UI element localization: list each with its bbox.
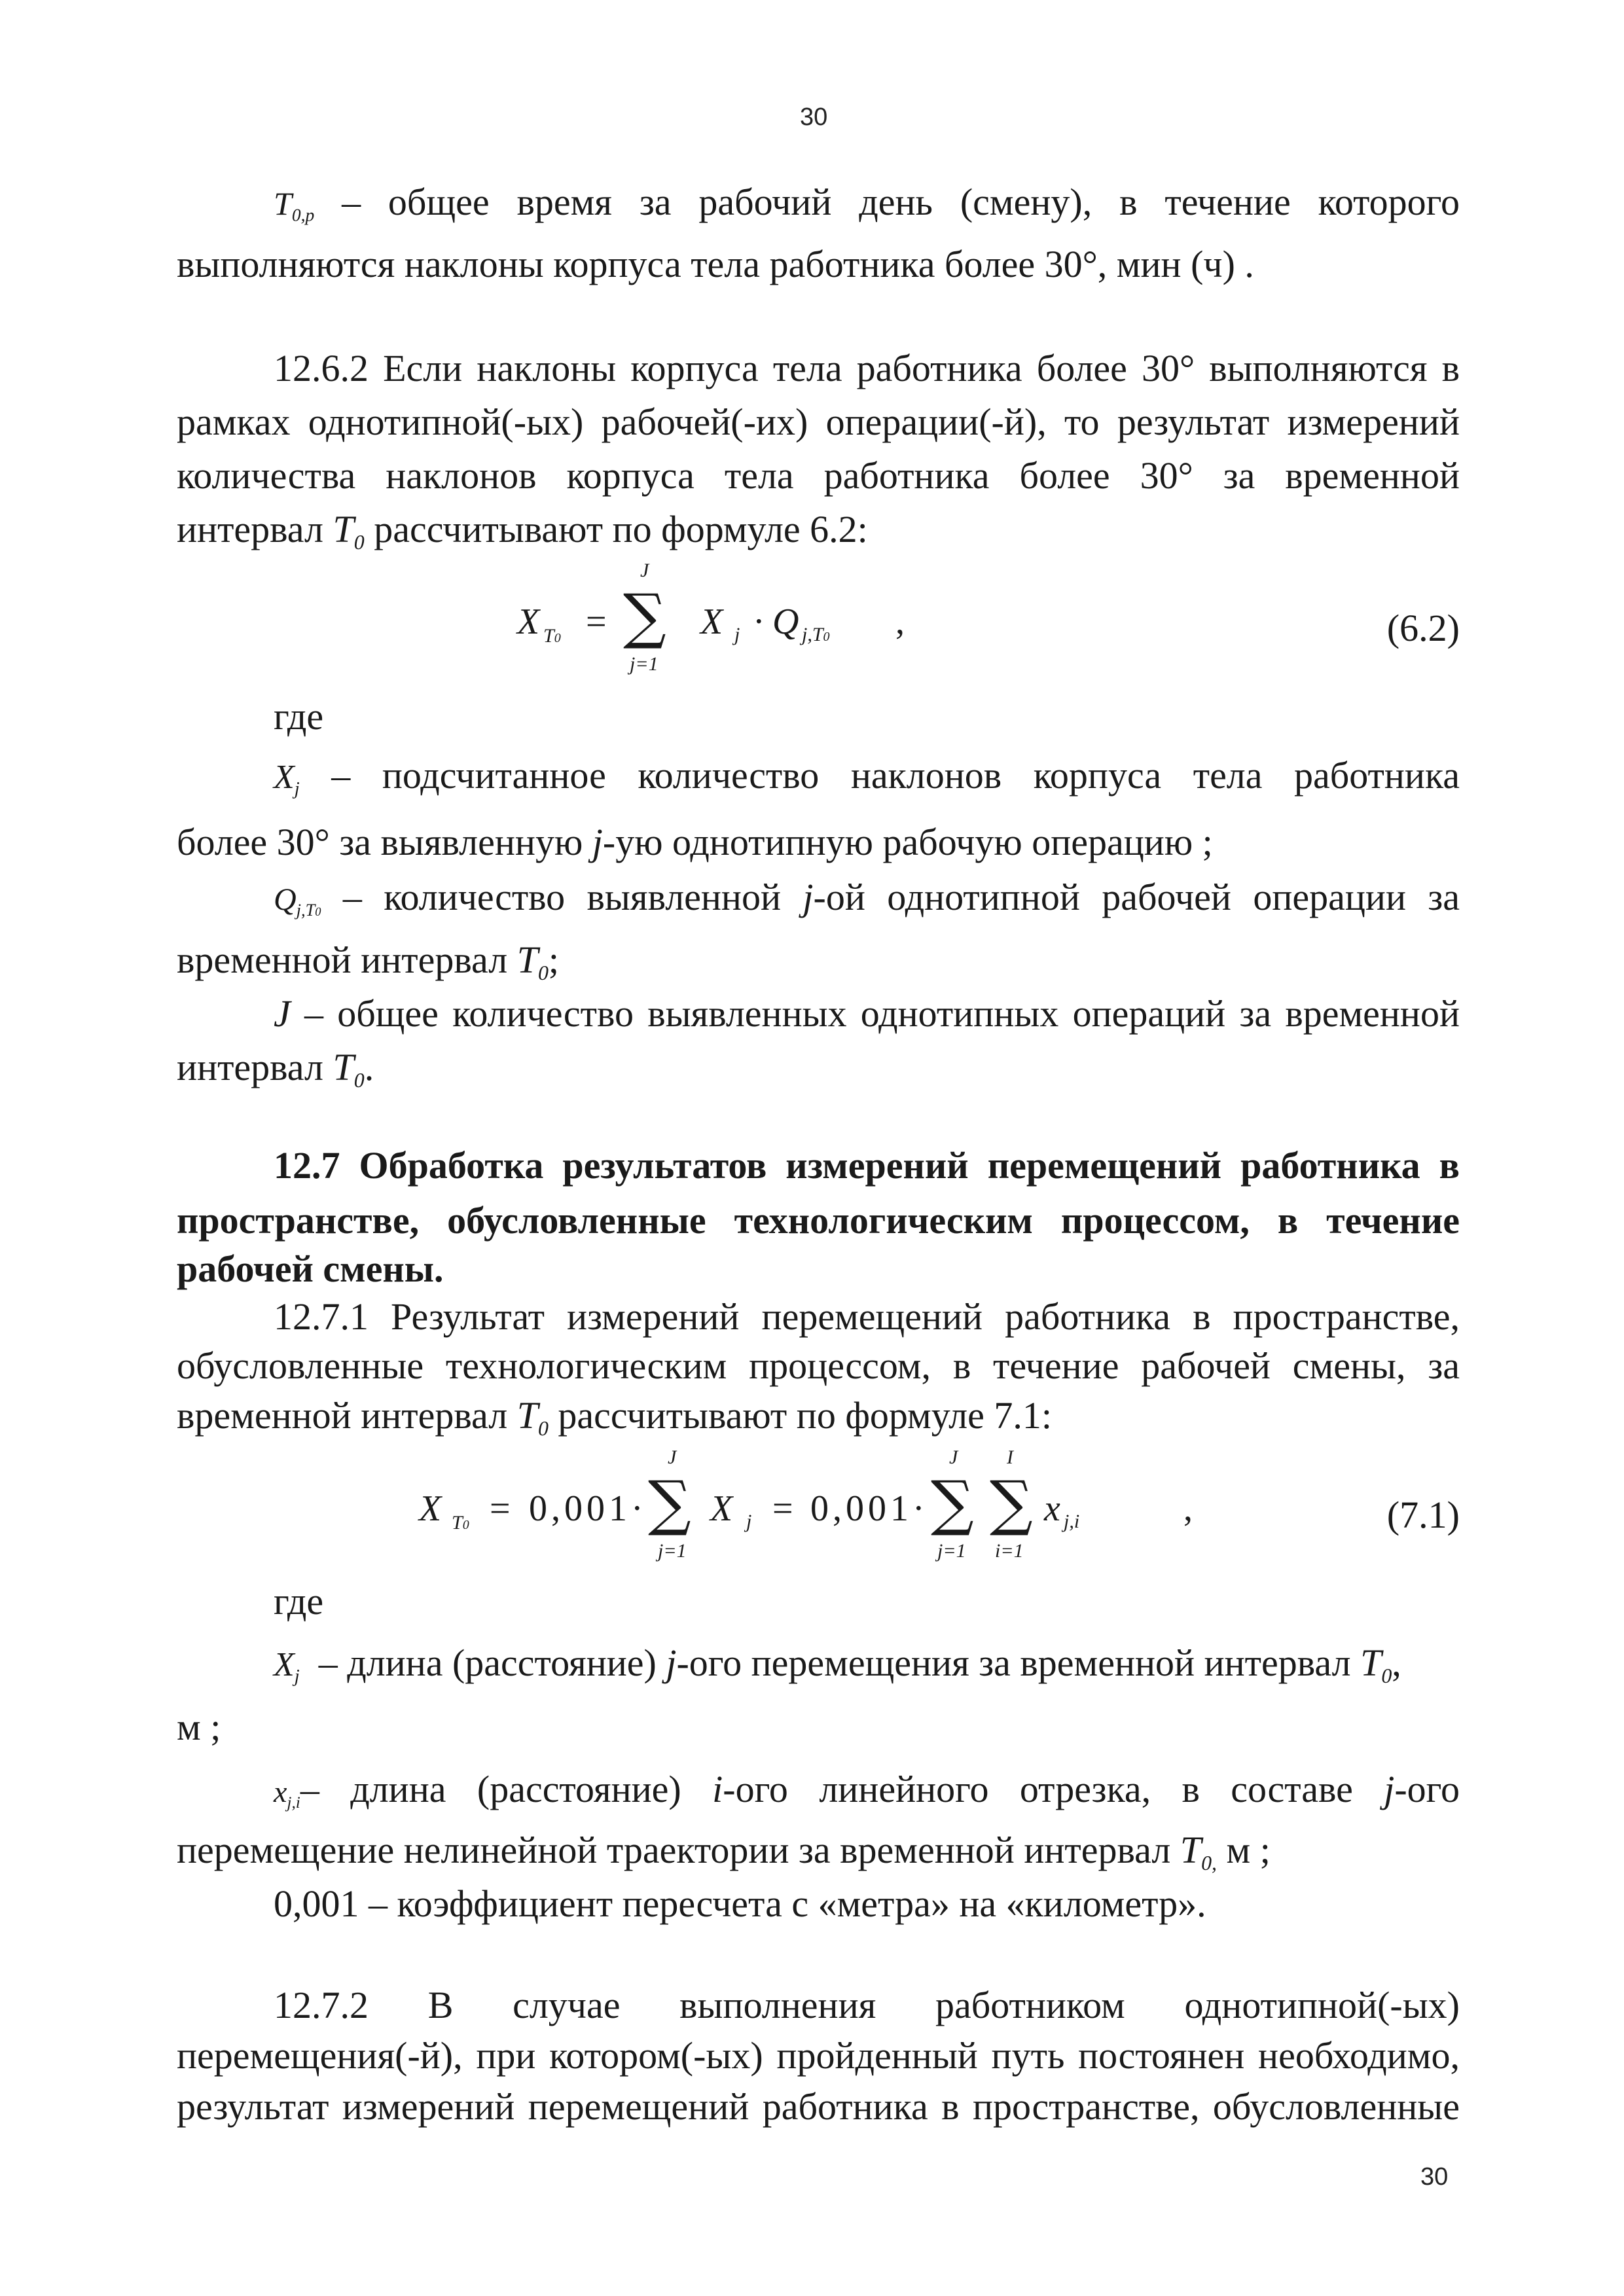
q-symbol: $Q_{j,T0}$ (274, 882, 321, 920)
f71-lhs: X (419, 1488, 442, 1529)
formula-7-1-number: (7.1) (1386, 1494, 1460, 1536)
page-number-bottom: 30 (1420, 2163, 1449, 2191)
f62-sum-top: J (640, 560, 649, 581)
formula-6-2-number: (6.2) (1386, 607, 1460, 649)
sec-1272-line-2: перемещения(-й), при котором(-ых) пройденный путь постоянен необходимо, (177, 2034, 1460, 2077)
sec-1262-line-3: количества наклонов корпуса тела работника более 30° за временной (177, 454, 1460, 497)
sec-1272-line-1: 12.7.2 В случае выполнения работником однотипной(-ых) (274, 1984, 1460, 2026)
f71-coef-1: 0,001· (529, 1488, 647, 1529)
j-definition-line-2: интервал $T_0$. (177, 1046, 374, 1092)
xj2-definition-line-2: м ; (177, 1706, 221, 1748)
sum-symbol: ∑ (931, 1468, 974, 1538)
xj2-symbol: $X_j$ (274, 1646, 300, 1687)
f71-term2: x (1044, 1488, 1060, 1529)
xj-definition-line-2: более 30° за выявленную j-ую однотипную рабочую операцию ; (177, 821, 1213, 863)
xj-symbol: $X_j$ (274, 759, 300, 799)
j-symbol: J (274, 992, 291, 1035)
formula-6-2: X T0 = J ∑ j=1 X j · Q j,T0 , (6.2) (517, 560, 1460, 675)
sum-symbol: ∑ (623, 581, 666, 651)
f62-term1: X (700, 601, 723, 642)
xj2-definition-line-1: $X_j$ – длина (расстояние) j-ого перемещения за временной интервал $T_0$, (274, 1641, 1401, 1688)
t0p-symbol: $T_{0,р}$ (274, 185, 315, 225)
section-heading-12-7-line-1: 12.7 Обработка результатов измерений перемещений работника в (274, 1144, 1460, 1187)
t0p-definition-line-1: $T_{0,р}$ – общее время за рабочий день (смену), в течение которого (274, 181, 1460, 225)
where-label-1: где (274, 695, 324, 738)
sec-1271-line-2: обусловленные технологическим процессом, в течение рабочей смены, за (177, 1344, 1460, 1387)
f62-eq: = (586, 601, 607, 642)
f62-term2: Q (772, 601, 799, 642)
coefficient-definition: 0,001 – коэффициент пересчета с «метра» на «километр». (274, 1882, 1206, 1925)
sec-1262-line-4: интервал $T_0$ рассчитывают по формуле 6.2: (177, 508, 868, 554)
f62-lhs: X (517, 601, 540, 642)
sec-1271-line-3: временной интервал $T_0$ рассчитывают по формуле 7.1: (177, 1394, 1052, 1441)
f62-sum-bottom: j=1 (630, 653, 659, 675)
sum-symbol: ∑ (648, 1468, 691, 1538)
q-definition-line-2: временной интервал $T_0$; (177, 939, 560, 985)
sec-1272-line-3: результат измерений перемещений работника в пространстве, обусловленные (177, 2085, 1460, 2128)
sec-1271-line-1: 12.7.1 Результат измерений перемещений работника в пространстве, (274, 1295, 1460, 1338)
f71-term1: X (710, 1488, 733, 1529)
xj-definition-line-1: $X_j$ – подсчитанное количество наклонов корпуса тела работника (274, 754, 1460, 799)
q-definition-line-1: $Q_{j,T0}$ – количество выявленной j-ой однотипной рабочей операции за (274, 876, 1460, 920)
section-heading-12-7-line-2: пространстве, обусловленные технологическим процессом, в течение (177, 1199, 1460, 1242)
sec-1262-line-2: рамках однотипной(-ых) рабочей(-их) операции(-й), то результат измерений (177, 401, 1460, 443)
section-heading-12-7-line-3: рабочей смены. (177, 1247, 444, 1290)
t0p-definition-line-2: выполняются наклоны корпуса тела работника более 30°, мин (ч) . (177, 243, 1254, 285)
f71-coef-2: 0,001· (810, 1488, 929, 1529)
j-definition-line-1: J – общее количество выявленных однотипных операций за временной (274, 992, 1460, 1035)
where-label-2: где (274, 1580, 324, 1623)
sec-1262-line-1: 12.6.2 Если наклоны корпуса тела работника более 30° выполняются в (274, 347, 1460, 389)
xji-definition-line-2: перемещение нелинейной траектории за временной интервал $T_{0,}$ м ; (177, 1829, 1271, 1875)
page-number-top: 30 (800, 103, 828, 131)
xji-symbol: $x_{j,i}$ (274, 1775, 300, 1812)
xji-definition-line-1: $x_{j,i}-$ длина (расстояние) i-ого линейного отрезка, в составе j-ого (274, 1768, 1460, 1812)
formula-7-1: X T0 = 0,001· J ∑ j=1 X j = 0,001· J ∑ j=1 I ∑ i=1 x j,i , (7.1) (419, 1446, 1460, 1562)
sum-symbol: ∑ (990, 1468, 1033, 1538)
